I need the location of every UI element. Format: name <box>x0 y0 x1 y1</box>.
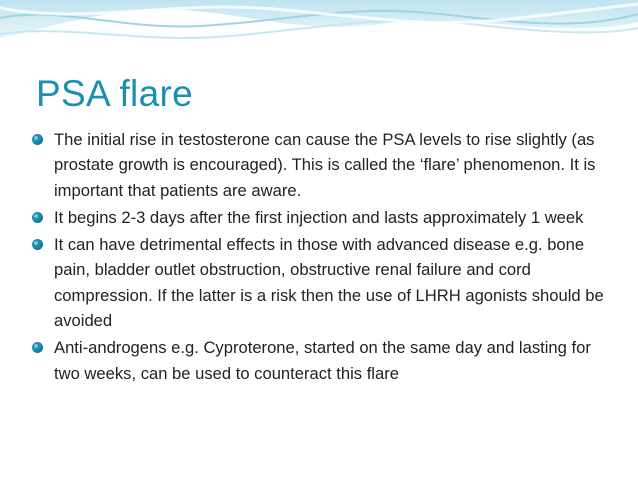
list-item <box>32 232 612 333</box>
wave-graphic <box>0 0 638 70</box>
list-item <box>32 205 612 230</box>
bullet-text: It can have detrimental effects in those with advanced disease e.g. bone pain, bladder outlet obstruction, obstructive renal failure and cord compression. If the latter is a risk then the use of LHRH agonists should be avoided <box>54 235 604 331</box>
bullet-icon <box>32 134 43 145</box>
bullet-list <box>32 127 612 388</box>
bullet-text: Anti-androgens e.g. Cyproterone, started on the same day and lasting for two weeks, can be used to counteract this flare <box>54 338 591 383</box>
bullet-text: It begins 2-3 days after the first injection and lasts approximately 1 week <box>54 207 584 227</box>
header-wave-decoration <box>0 0 638 70</box>
list-item <box>32 127 612 203</box>
bullet-icon <box>32 342 43 353</box>
bullet-text: The initial rise in testosterone can cause the PSA levels to rise slightly (as prostate growth is encouraged). This is called the ‘flare’ phenomenon. It is important that patients are aware. <box>54 130 596 200</box>
list-item <box>32 335 612 386</box>
slide-title: PSA flare <box>36 73 193 114</box>
bullet-icon <box>32 239 43 250</box>
bullet-icon <box>32 212 43 223</box>
